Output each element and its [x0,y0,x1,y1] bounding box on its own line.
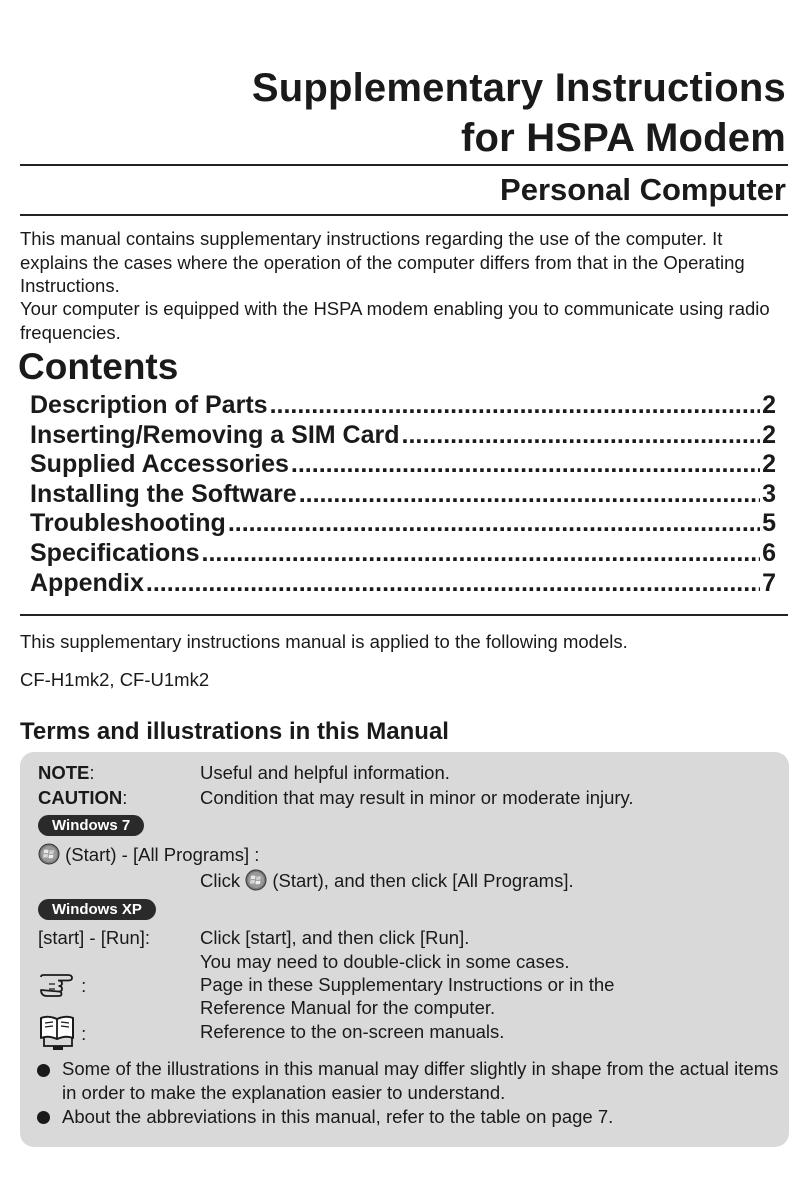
toc-leader-dots [402,421,761,451]
toc-entry-label: Troubleshooting [30,509,226,538]
toc-entry-troubleshooting[interactable] [30,509,776,539]
win7-start-line [38,843,259,866]
note-description: Useful and helpful information. [200,762,450,783]
win7-start-text: (Start) - [All Programs] : [65,844,260,865]
bullet-text-illustrations: Some of the illustrations in this manual may differ slightly in shape from the actual items in order to make the explanation easier to understand. [62,1058,779,1103]
xp-run-description-2: You may need to double-click in some cases. [200,951,570,972]
note-colon: : [89,762,95,783]
toc-entry-label: Inserting/Removing a SIM Card [30,420,400,449]
toc-entry-page: 7 [762,568,776,597]
caution-term [38,786,127,809]
toc-entry-label: Specifications [30,538,200,567]
toc-entry-installing-software[interactable] [30,480,776,510]
reference-description-2: Reference Manual for the computer. [200,997,496,1018]
reference-colon: : [81,975,87,996]
bullet-dot [37,1064,50,1077]
win7-start-description [200,869,574,892]
toc-entry-supplied-accessories[interactable] [30,450,776,480]
subtitle-divider [20,214,788,216]
contents-divider [20,614,788,616]
win7-click-suffix: (Start), and then click [All Programs]. [272,870,574,891]
note-label: NOTE [38,762,90,783]
document-title-line-2: for HSPA Modem [460,116,786,160]
toc-leader-dots [228,509,760,539]
toc-entry-appendix[interactable] [30,569,776,599]
toc-entry-description-of-parts[interactable] [30,391,776,421]
reference-description-1: Page in these Supplementary Instructions or in the [200,974,615,995]
table-of-contents [30,391,776,598]
toc-entry-page: 5 [762,509,776,538]
contents-heading: Contents [18,346,179,387]
xp-run-description-1: Click [start], and then click [Run]. [200,927,470,948]
title-divider [20,164,788,166]
pointing-hand-icon [38,972,76,998]
note-term [38,761,95,784]
windows-xp-badge: Windows XP [38,899,156,920]
toc-entry-sim-card[interactable] [30,421,776,451]
toc-entry-page: 6 [762,538,776,567]
toc-leader-dots [202,539,761,569]
toc-leader-dots [270,391,761,421]
bullet-dot [37,1111,50,1124]
model-list: CF-H1mk2, CF-U1mk2 [20,669,210,690]
book-screen-icon [38,1014,76,1052]
intro-paragraph-2: Your computer is equipped with the HSPA modem enabling you to communicate using radio frequencies. [20,298,770,343]
toc-entry-page: 2 [762,450,776,479]
toc-entry-label: Installing the Software [30,479,297,508]
bullet-text-abbreviations: About the abbreviations in this manual, refer to the table on page 7. [62,1106,614,1127]
toc-entry-page: 2 [762,391,776,419]
toc-leader-dots [146,569,760,599]
toc-entry-page: 3 [762,479,776,508]
win7-click-prefix: Click [200,870,241,891]
terms-heading: Terms and illustrations in this Manual [20,718,449,745]
xp-run-term: [start] - [Run]: [38,927,151,948]
windows-start-icon [38,843,60,865]
toc-leader-dots [291,450,760,480]
manual-term [38,1014,86,1052]
toc-entry-label: Supplied Accessories [30,450,289,479]
manual-description: Reference to the on-screen manuals. [200,1021,505,1042]
intro-paragraph-1: This manual contains supplementary instructions regarding the use of the computer. It explains the cases where the operation of the computer differs from that in the Operating Instructions. [20,228,745,296]
document-title-line-1: Supplementary Instructions [251,66,786,110]
toc-entry-label: Appendix [30,568,144,597]
caution-label: CAUTION [38,787,123,808]
toc-entry-page: 2 [762,420,776,449]
applies-statement: This supplementary instructions manual is applied to the following models. [20,631,628,652]
manual-colon: : [81,1023,87,1044]
toc-leader-dots [299,480,760,510]
document-subtitle: Personal Computer [500,172,786,207]
windows-start-icon [245,869,267,891]
windows-7-badge: Windows 7 [38,815,144,836]
reference-term [38,972,86,998]
caution-colon: : [122,787,128,808]
toc-entry-label: Description of Parts [30,391,268,419]
toc-entry-specifications[interactable] [30,539,776,569]
caution-description: Condition that may result in minor or moderate injury. [200,787,634,808]
